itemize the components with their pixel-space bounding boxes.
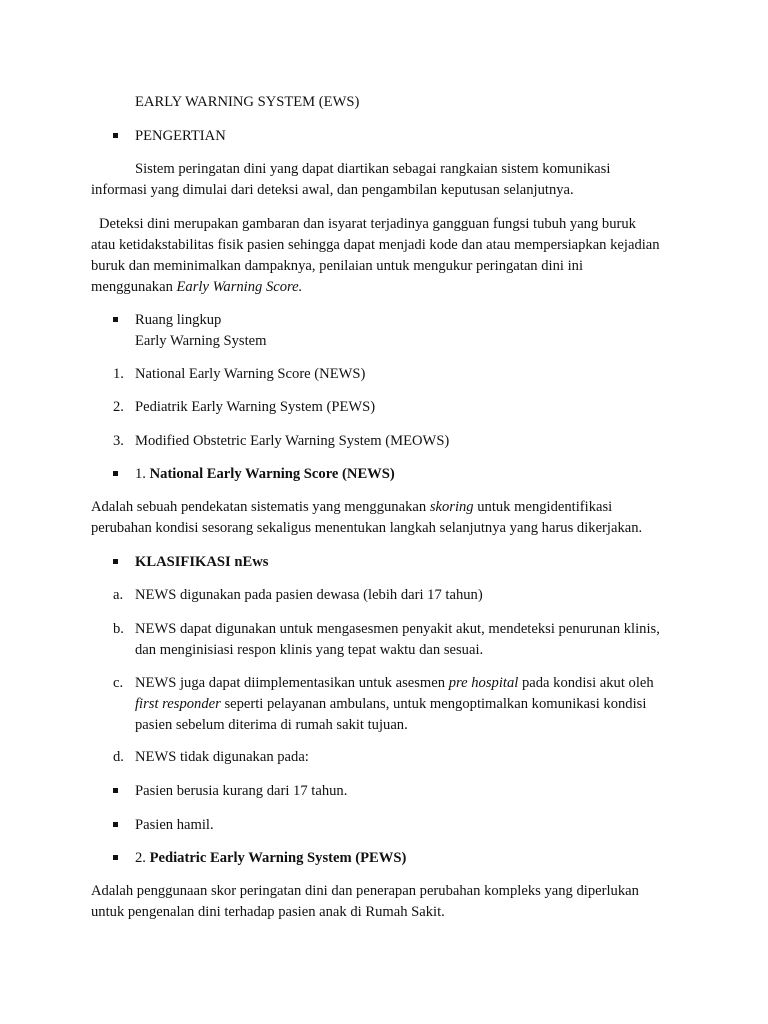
document-title: EARLY WARNING SYSTEM (EWS) [135, 94, 360, 110]
news-heading-number: 1. [135, 466, 146, 482]
list-item-text: NEWS dapat digunakan untuk mengasesmen penyakit akut, mendeteksi penurunan klinis, [135, 621, 660, 637]
bullet-square-icon [113, 464, 131, 485]
ruang-lingkup-label: Ruang lingkup [135, 312, 222, 328]
list-item-text: Pediatrik Early Warning System (PEWS) [135, 399, 376, 415]
pre-hospital-term: pre hospital [448, 675, 519, 691]
pews-heading-text: Pediatric Early Warning System (PEWS) [149, 850, 407, 866]
early-warning-score-term: Early Warning Score. [176, 279, 303, 295]
list-item-text [135, 673, 654, 694]
list-number: 3. [113, 433, 124, 449]
news-desc-prefix: Adalah sebuah pendekatan sistematis yang menggunakan [91, 499, 430, 515]
pengertian-para2-line4 [91, 277, 302, 298]
pews-desc-line1: Adalah penggunaan skor peringatan dini dan penerapan perubahan kompleks yang diperlukan [91, 883, 639, 899]
c-line1-prefix: NEWS juga dapat diimplementasikan untuk asesmen [135, 675, 449, 691]
klasifikasi-heading: KLASIFIKASI nEws [135, 554, 269, 570]
pengertian-para2-line2: atau ketidakstabilitas fisik pasien sehingga dapat menjadi kode dan atau mempersiapkan kejadian [91, 237, 660, 253]
bullet-square-icon [113, 310, 131, 331]
skoring-term: skoring [429, 499, 474, 515]
klasifikasi-item-c-line3: pasien sebelum diterima di rumah sakit tujuan. [135, 717, 408, 733]
klasifikasi-item-c-line2 [135, 694, 646, 715]
list-number: 1. [113, 366, 124, 382]
news-desc-suffix: untuk mengidentifikasi [473, 499, 613, 515]
c-line1-suffix: pada kondisi akut oleh [518, 675, 654, 691]
pengertian-para1-line1: Sistem peringatan dini yang dapat diartikan sebagai rangkaian sistem komunikasi [135, 161, 611, 177]
list-item-text: NEWS digunakan pada pasien dewasa (lebih dari 17 tahun) [135, 587, 483, 603]
list-number: 2. [113, 399, 124, 415]
first-responder-term: first responder [135, 696, 221, 712]
news-heading-text: National Early Warning Score (NEWS) [149, 466, 395, 482]
news-desc-line2: perubahan kondisi sesorang sekaligus menentukan langkah selanjutnya yang harus dikerjakan. [91, 520, 643, 536]
news-desc-line1 [91, 497, 612, 518]
list-letter: c. [113, 675, 124, 691]
pengertian-para2-line1: Deteksi dini merupakan gambaran dan isyarat terjadinya gangguan fungsi tubuh yang buruk [99, 216, 636, 232]
pews-desc-line2: untuk pengenalan dini terhadap pasien anak di Rumah Sakit. [91, 904, 445, 920]
list-item-text: NEWS tidak digunakan pada: [135, 749, 309, 765]
pews-heading [135, 848, 406, 869]
list-item-text: National Early Warning Score (NEWS) [135, 366, 366, 382]
pengertian-para1-line2: informasi yang dimulai dari deteksi awal, dan pengambilan keputusan selanjutnya. [91, 182, 574, 198]
list-item-text: Pasien berusia kurang dari 17 tahun. [135, 783, 348, 799]
klasifikasi-item-b-line2: dan menginisiasi respon klinis yang tepat waktu dan sesuai. [135, 642, 484, 658]
c-line2-suffix: seperti pelayanan ambulans, untuk mengoptimalkan komunikasi kondisi [220, 696, 647, 712]
list-item-text: Modified Obstetric Early Warning System (MEOWS) [135, 433, 450, 449]
news-heading [135, 464, 395, 485]
bullet-square-icon [113, 552, 131, 573]
pengertian-heading: PENGERTIAN [135, 128, 226, 144]
pews-heading-number: 2. [135, 850, 146, 866]
pengertian-para2-line3: buruk dan meminimalkan dampaknya, penilaian untuk mengukur peringatan dini ini [91, 258, 584, 274]
bullet-square-icon [113, 781, 131, 802]
para2-last-prefix: menggunakan [91, 279, 177, 295]
bullet-square-icon [113, 848, 131, 869]
list-item-text: Pasien hamil. [135, 817, 214, 833]
ruang-lingkup-subtitle: Early Warning System [135, 333, 267, 349]
list-letter: a. [113, 587, 124, 603]
list-letter: d. [113, 749, 124, 765]
bullet-square-icon [113, 126, 131, 147]
list-letter: b. [113, 621, 124, 637]
bullet-square-icon [113, 815, 131, 836]
